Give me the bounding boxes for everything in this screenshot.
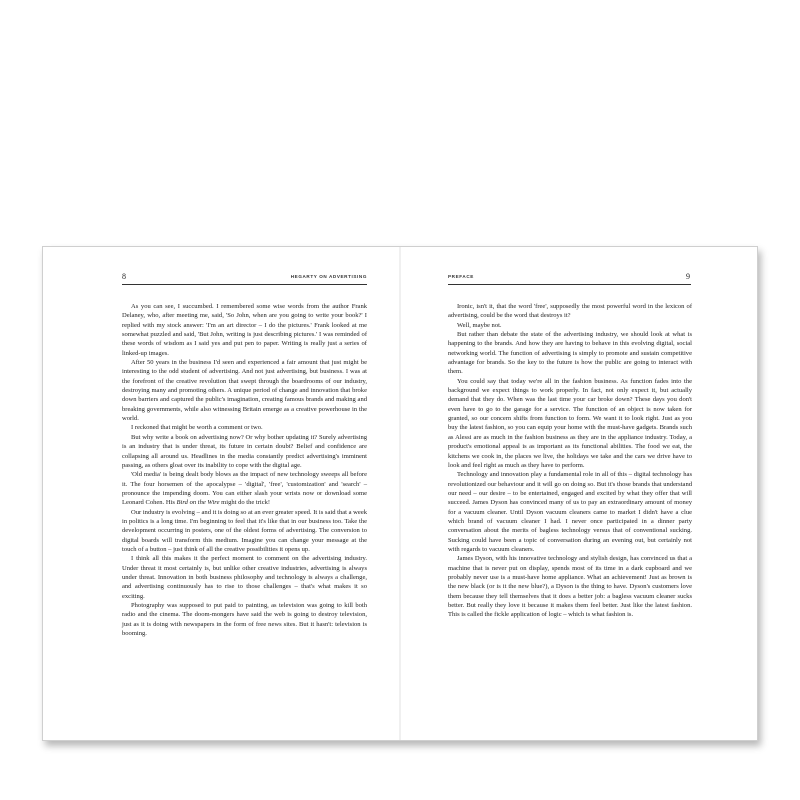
paragraph: James Dyson, with his innovative technology and stylish design, has convinced us that a machine that is never put on display, spends most of its time in a dark cupboard and we probably never use is a must-have home appliance. What an achievement! Just as brown is the new black (or is it the new blue?), a Dyson is the thing to have. Dyson's customers love them because they tell themselves that it does a better job: a bagless vacuum cleaner sucks better. But really they love it because it makes them feel better. Just like the latest fashion. This is called the fickle application of logic – which is what fashion is.: [448, 555, 692, 619]
paragraph: But rather than debate the state of the advertising industry, we should look at what is happening to the brands. And how they are having to behave in this evolving digital, social networking world. The function of advertising is simply to promote and sustain competitive advantage for brands. So the key to the future is how the public are going to interact with them.: [448, 331, 692, 376]
paragraph: Ironic, isn't it, that the word 'free', supposedly the most powerful word in the lexicon of advertising, could be the word that destroys it?: [448, 303, 692, 320]
paragraph: Technology and innovation play a fundamental role in all of this – digital technology has revolutionized our behaviour and it will go on doing so. But it's those brands that understand our need – our desire – to be entertained, engaged and excited by what they offer that will succeed. James Dyson has convinced many of us to pay an extraordinary amount of money for a vacuum cleaner. Until Dyson vacuum cleaners came to market I didn't have a clue which brand of vacuum cleaner I had. I never once participated in a dinner party conversation about the merits of bagless technology versus that of conventional sucking. Sucking could have been a topic of conversation during an evening out, but certainly not with regards to vacuum cleaners.: [448, 471, 692, 553]
paragraph: I reckoned that might be worth a comment or two.: [131, 424, 263, 432]
page-number-right: 9: [686, 272, 690, 281]
book-spread: [42, 246, 758, 741]
right-body-text: [448, 302, 692, 620]
paragraph: But why write a book on advertising now? Or why bother updating it? Surely advertising is an industry that is under threat, its future in certain doubt? Belief and confidence are collapsing all around us. Headlines in the media constantly predict advertising's imminent passing, as others gloat over its inability to cope with the digital age.: [122, 433, 367, 469]
left-page: [43, 247, 400, 740]
right-page: [400, 247, 757, 740]
left-running-head: [122, 272, 367, 285]
paragraph: Our industry is evolving – and it is doing so at an ever greater speed. It is said that a week in politics is a long time. I'm beginning to feel that it's like that in our business too. Take the development occurring in posters, one of the oldest forms of advertising. The conversion to digital boards will transform this medium. Imagine you can change your message at the touch of a button – just think of all the creative possibilities it opens up.: [122, 508, 367, 553]
paragraph: Well, maybe not.: [457, 321, 502, 329]
page-number-left: 8: [122, 272, 126, 281]
left-body-text: [122, 302, 367, 638]
chapter-title-header: PREFACE: [448, 274, 474, 279]
paragraph-text: might do the trick!: [219, 499, 271, 507]
paragraph: I think all this makes it the perfect moment to comment on the advertising industry. Under threat it most certainly is, but unlike other creative industries, advertising is always under threat. Innovation in both business philosophy and technology is always a challenge, and advertising continuously has to rise to those challenges – that's what makes it so exciting.: [122, 555, 367, 600]
paragraph: [122, 470, 367, 507]
paragraph: After 50 years in the business I'd seen and experienced a fair amount that just might be interesting to the odd student of advertising. And not just advertising, but business. I was at the forefront of the creative revolution that swept through the boardrooms of our industry, destroying many and promoting others. A unique period of change and innovation that broke down barriers and captured the public's imagination, creating famous brands and making and breaking governments, while also witnessing Britain emerge as a creative powerhouse in the world.: [122, 359, 367, 423]
paragraph: As you can see, I succumbed. I remembered some wise words from the author Frank Delaney, who, after meeting me, said, 'So John, when are you going to write your book?' I replied with my stock answer: 'I'm an art director – I do the pictures.' Frank looked at me somewhat puzzled and said, 'But John, writing is just describing pictures.' I was reminded of these words of wisdom as I said yes and put pen to paper. Writing is really just a series of linked-up images.: [122, 303, 367, 357]
song-title: Bird on the Wire: [176, 499, 220, 507]
right-running-head: [448, 272, 691, 285]
book-title-header: HEGARTY ON ADVERTISING: [290, 274, 367, 279]
paragraph: Photography was supposed to put paid to painting, as television was going to kill both radio and the cinema. The doom-mongers have said the web is going to destroy television, just as it is doing with newspapers in the form of free news sites. But it hasn't: television is booming.: [122, 602, 367, 638]
paragraph-text: 'Old media' is being dealt body blows as the impact of new technology sweeps all before it. The four horsemen of the apocalypse – 'digital', 'free', 'customization' and 'search' – pronounce the impending doom. You can either slash your wrists now or download some Leonard Cohen. His: [122, 471, 367, 507]
paragraph: You could say that today we're all in the fashion business. As function fades into the background we expect things to work properly. In fact, not only expect it, but actually demand that they do. When was the last time your car broke down? These days you don't even have to go to the garage for a service. The function of an object is now taken for granted, so our concern shifts from function to form. We want it to look right. Just as you buy the latest fashion, so you can equip your home with the must-have gadgets. Brands such as Alessi are as much in the fashion business as they are in the appliance industry. Today, a product's emotional appeal is as important as its functional abilities. The food we eat, the kitchens we cook in, the places we live, the holidays we take and the cars we drive have to look and feel right as much as they have to perform.: [448, 377, 692, 469]
